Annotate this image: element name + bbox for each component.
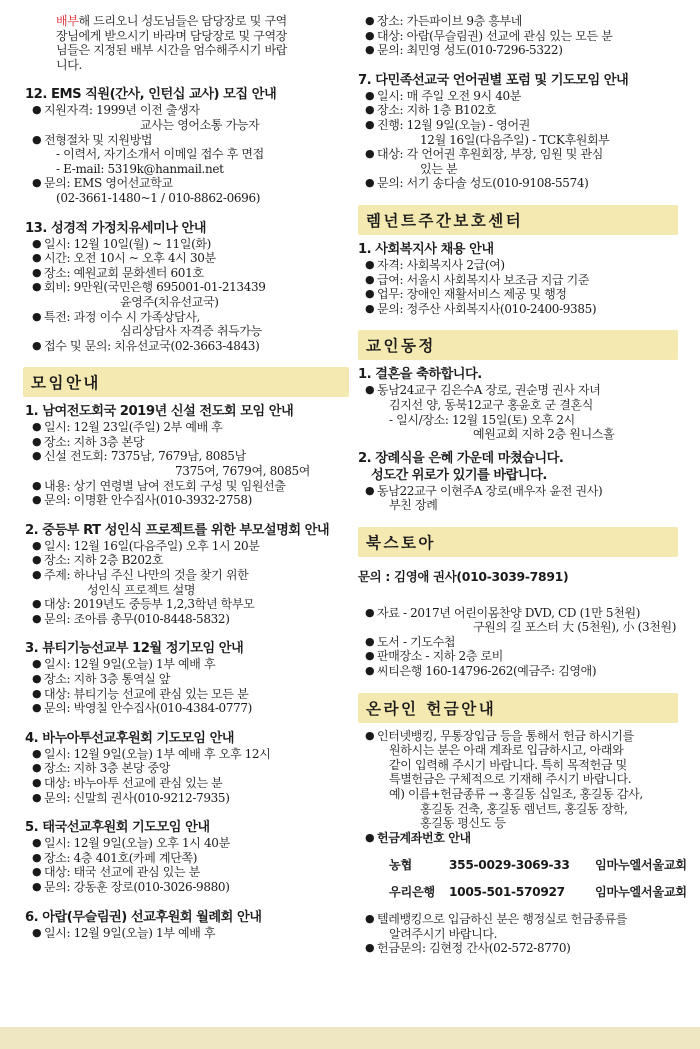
account-number: 355-0029-3069-33 [449, 857, 570, 872]
list-item-cont: 알려주시기 바랍니다. [389, 926, 498, 941]
list-item: ● 장소: 지하 3층 본당 중앙 [25, 761, 347, 776]
list-item: ● 문의: 정주산 사회복지사(010-2400-9385) [358, 302, 678, 317]
section-title: 7. 다민족선교국 언어권별 포럼 및 기도모임 안내 [358, 72, 629, 88]
list-item: ● 장소: 지하 3층 통역실 앞 [25, 672, 347, 687]
bookstore-header: 북스토아 [358, 527, 678, 557]
list-item: ● 시간: 오전 10시 ~ 오후 4시 30분 [25, 251, 347, 266]
list-item: ● 문의: EMS 영어선교학교 [25, 176, 347, 191]
notice-line: 배부해 드리오니 성도님들은 담당장로 및 구역 [56, 14, 287, 28]
list-item-cont: 홍길동 건축, 홍길동 렘넌트, 홍길동 장학, [420, 801, 628, 816]
list-item: ● 주제: 하나님 주신 나만의 것을 찾기 위한 [25, 568, 347, 583]
section-title: 1. 남여전도회국 2019년 신설 전도회 모임 안내 [25, 404, 294, 420]
list-item: ● 장소: 예원교회 문화센터 601호 [25, 266, 347, 281]
list-item: ● 일시: 12월 9일(오늘) 1부 예배 후 [25, 926, 347, 941]
list-item-cont: 김지선 양, 동북12교구 홍윤호 군 결혼식 [389, 397, 593, 412]
meeting-6-continued [358, 14, 678, 58]
list-item: ● 문의: 서기 송다솔 성도(010-9108-5574) [358, 176, 678, 191]
list-item: ● 문의: 최민영 성도(010-7296-5322) [358, 43, 678, 58]
list-item: ● 일시: 12월 9일(오늘) 1부 예배 후 [25, 657, 347, 672]
list-item: ● 일시: 12월 23일(주일) 2부 예배 후 [25, 420, 347, 435]
list-item-cont: 부친 장례 [389, 498, 438, 513]
list-item: ● 장소: 가든파이브 9층 흥부네 [358, 14, 678, 29]
list-item: ● 문의: 강동훈 장로(010-3026-9880) [25, 880, 347, 895]
family-healing-seminar-section [25, 220, 347, 354]
list-item: ● 헌금문의: 김현정 간사(02-572-8770) [358, 941, 678, 956]
list-item: ● 전형절차 및 지원방법 [25, 133, 347, 148]
list-item: ● 장소: 지하 1층 B102호 [358, 103, 678, 118]
highlight-text: 배부 [56, 14, 79, 28]
notice-line: 장님에게 받으시기 바라며 담당장로 및 구역장 [56, 28, 287, 43]
list-item-cont: 12월 16일(다음주일) - TCK후원회부 [420, 132, 610, 147]
section-title: 4. 바누아투선교후원회 기도모임 안내 [25, 730, 235, 746]
list-item: ● 신설 전도회: 7375남, 7679남, 8085남 [25, 449, 347, 464]
section-title: 2. 중등부 RT 성인식 프로젝트를 위한 부모설명회 안내 [25, 522, 330, 538]
bookstore-section [358, 569, 678, 678]
list-item-cont: 특별헌금은 구체적으로 기재해 주시기 바랍니다. [389, 772, 632, 787]
list-item-cont: 성인식 프로젝트 설명 [87, 582, 196, 597]
list-item: ● 문의: 박영칠 안수집사(010-4384-0777) [25, 701, 347, 716]
remnant-recruitment [358, 241, 678, 316]
list-item: ● 급여: 서울시 사회복지사 보조금 지급 기준 [358, 273, 678, 288]
list-item: ● 씨티은행 160-14796-262(예금주: 김영애) [358, 664, 678, 679]
list-item-cont: 예원교회 지하 2층 원니스홀 [473, 427, 615, 442]
list-item-cont: (02-3661-1480~1 / 010-8862-0696) [56, 190, 261, 205]
list-item-cont: 원하시는 분은 아래 계좌로 입금하시고, 아래와 [389, 743, 624, 758]
distribution-notice [25, 14, 347, 72]
meeting-7 [358, 72, 678, 191]
list-item: ● 회비: 9만원(국민은행 695001-01-213439 [25, 280, 347, 295]
list-item: ● 대상: 뷰티기능 선교에 관심 있는 모든 분 [25, 687, 347, 702]
list-item: ● 도서 - 기도수첩 [358, 635, 678, 650]
meeting-1 [25, 403, 347, 508]
section-title: 13. 성경적 가정치유세미나 안내 [25, 220, 207, 236]
bookstore-contact: 문의 : 김영애 권사(010-3039-7891) [358, 569, 569, 585]
list-item: ● 장소: 4층 401호(카페 계단쪽) [25, 851, 347, 866]
list-item-cont: 있는 분 [420, 161, 458, 176]
online-offering-section [358, 728, 687, 956]
account-row-woori [358, 884, 687, 900]
list-item: ● 장소: 지하 2층 B202호 [25, 553, 347, 568]
list-item: ● 텔레뱅킹으로 입금하신 분은 행정실로 헌금종류를 [358, 912, 678, 927]
list-item-cont: 홍길동 평신도 등 [420, 816, 506, 831]
list-item: ● 지원자격: 1999년 이전 출생자 [25, 103, 347, 118]
member-news-header: 교인동정 [358, 330, 678, 360]
list-item: ● 업무: 장애인 재활서비스 제공 및 행정 [358, 287, 678, 302]
list-item: ● 내용: 상기 연령별 남여 전도회 구성 및 임원선출 [25, 479, 347, 494]
right-column [358, 14, 687, 956]
list-item: ● 특전: 과정 이수 시 가족상담사, [25, 310, 347, 325]
meeting-6 [25, 909, 347, 941]
list-item: ● 문의: 조아름 총무(010-8448-5832) [25, 612, 347, 627]
meeting-4 [25, 730, 347, 805]
list-item: ● 동남22교구 이현주A 장로(배우자 윤전 권사) [358, 484, 678, 499]
notice-line: 님들은 지정된 배부 시간을 엄수해주시기 바랍 [56, 43, 287, 58]
section-title: 6. 아랍(무슬림권) 선교후원회 월례회 안내 [25, 909, 262, 925]
list-item: ● 인터넷뱅킹, 무통장입금 등을 통해서 헌금 하시기를 [358, 729, 678, 744]
notice-line: 니다. [56, 57, 82, 72]
list-item: ● 대상: 아랍(무슬림권) 선교에 관심 있는 모든 분 [358, 29, 678, 44]
list-item: ● 대상: 각 언어권 후원회장, 부장, 임원 및 관심 [358, 147, 678, 162]
list-item: ● 문의: 이명환 안수집사(010-3932-2758) [25, 493, 347, 508]
account-owner: 임마누엘서울교회 [595, 857, 687, 872]
list-item: ● 일시: 12월 16일(다음주일) 오후 1시 20분 [25, 539, 347, 554]
list-item: ● 대상: 바누아투 선교에 관심 있는 분 [25, 776, 347, 791]
bank-name: 농협 [389, 857, 412, 872]
list-item-cont: 예) 이름+헌금종류 → 홍길동 십일조, 홍길동 감사, [389, 787, 643, 801]
section-title: 12. EMS 직원(간사, 인턴십 교사) 모집 안내 [25, 87, 277, 103]
ems-recruitment-section [25, 86, 347, 205]
list-item: ● 동남24교구 김은수A 장로, 권순명 권사 자녀 [358, 383, 678, 398]
list-item: ● 일시: 12월 9일(오늘) 1부 예배 후 오후 12시 [25, 747, 347, 762]
list-item: ● 접수 및 문의: 치유선교국(02-3663-4843) [25, 339, 347, 354]
account-title: ● 헌금계좌번호 안내 [358, 831, 678, 846]
account-number: 1005-501-570927 [449, 884, 565, 899]
list-item: ● 자료 - 2017년 어린이몸찬양 DVD, CD (1만 5천원) [358, 606, 678, 621]
list-item: ● 대상: 태국 선교에 관심 있는 분 [25, 865, 347, 880]
section-title-line2: 성도간 위로가 있기를 바랍니다. [371, 467, 547, 483]
section-title: 3. 뷰티기능선교부 12월 정기모임 안내 [25, 641, 244, 657]
section-title: 2. 장례식을 은혜 가운데 마쳤습니다. [358, 450, 564, 466]
section-title: 1. 결혼을 축하합니다. [358, 367, 482, 383]
list-item: ● 판매장소 - 지하 2층 로비 [358, 649, 678, 664]
account-row-nh [358, 857, 687, 873]
account-owner: 임마누엘서울교회 [595, 884, 687, 899]
meeting-3 [25, 640, 347, 715]
funeral-notice [358, 450, 678, 513]
list-item-cont: - 이력서, 자기소개서 이메일 접수 후 면접 [56, 147, 264, 162]
list-item: ● 일시: 12월 10일(월) ~ 11일(화) [25, 237, 347, 252]
list-item-cont: - 일시/장소: 12월 15일(토) 오후 2시 [389, 412, 575, 427]
meeting-2 [25, 522, 347, 627]
wedding-notice [358, 366, 678, 441]
list-item-cont: 심리상담사 자격증 취득가능 [120, 324, 262, 339]
list-item: ● 자격: 사회복지사 2급(여) [358, 258, 678, 273]
list-item-cont: - E-mail: 5319k@hanmail.net [56, 161, 224, 176]
section-title: 1. 사회복지사 채용 안내 [358, 241, 494, 257]
list-item: ● 진행: 12월 9일(오늘) - 영어권 [358, 118, 678, 133]
list-item: ● 일시: 12월 9일(오늘) 오후 1시 40분 [25, 836, 347, 851]
list-item-cont: 같이 입력해 주시기 바랍니다. 특히 목적헌금 및 [389, 757, 627, 772]
page-bottom-band [0, 1027, 700, 1049]
bank-name: 우리은행 [389, 884, 435, 899]
online-offering-header: 온라인 헌금안내 [358, 693, 678, 723]
list-item: ● 일시: 매 주일 오전 9시 40분 [358, 89, 678, 104]
meeting-5 [25, 819, 347, 894]
meeting-header: 모임안내 [23, 367, 349, 397]
remnant-center-header: 렘넌트주간보호센터 [358, 205, 678, 235]
section-title: 5. 태국선교후원회 기도모임 안내 [25, 820, 210, 836]
list-item-cont: 윤영주(치유선교국) [120, 294, 219, 309]
list-item: ● 대상: 2019년도 중등부 1,2,3학년 학부모 [25, 597, 347, 612]
list-item: ● 장소: 지하 3층 본당 [25, 435, 347, 450]
list-item: ● 문의: 신말희 권사(010-9212-7935) [25, 791, 347, 806]
list-item-cont: 구원의 길 포스터 大 (5천원), 小 (3천원) [473, 620, 677, 635]
list-item-cont: 교사는 영어소통 가능자 [140, 117, 260, 132]
list-item-cont: 7375여, 7679여, 8085여 [175, 464, 311, 479]
left-column [25, 14, 347, 940]
